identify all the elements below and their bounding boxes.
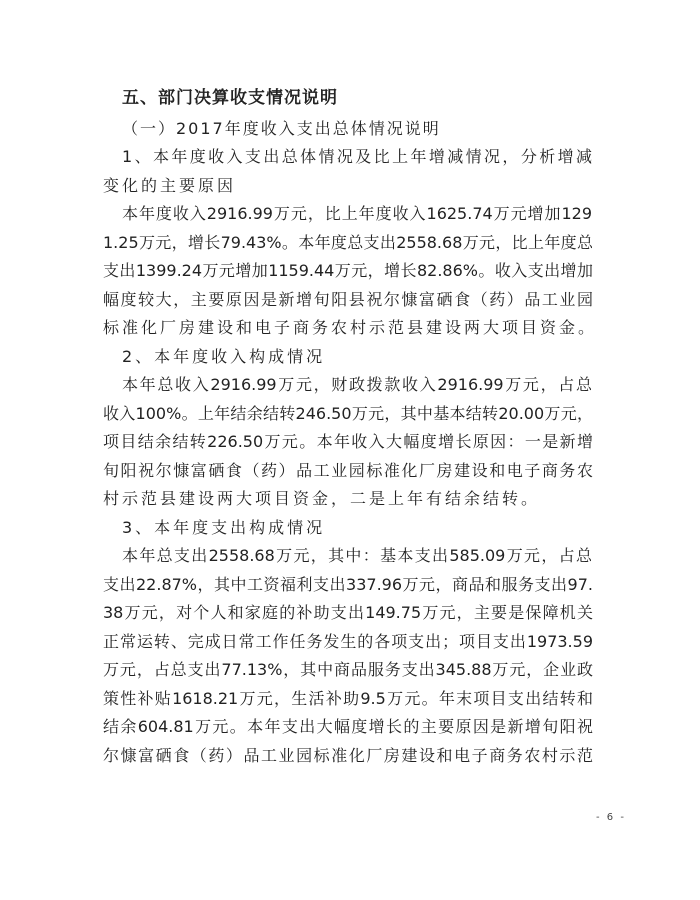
text-line: 1.25万元，增长79.43%。本年度总支出2558.68万元，比上年度总 [103, 232, 593, 252]
text-line: 本年总支出2558.68万元，其中：基本支出585.09万元，占总 [122, 546, 592, 565]
text-line: 支出1399.24万元增加1159.44万元，增长82.86%。收入支出增加 [103, 261, 593, 280]
text-line: 收入100%。上年结余结转246.50万元，其中基本结转20.00万元， [103, 403, 593, 423]
section-heading: 五、部门决算收支情况说明 [122, 88, 338, 108]
text-line: 2、本年度收入构成情况 [122, 346, 326, 366]
text-line: 变化的主要原因 [103, 175, 237, 195]
text-line: 万元，占总支出77.13%，其中商品服务支出345.88万元，企业政 [103, 660, 593, 679]
text-line: 支出22.87%，其中工资福利支出337.96万元，商品和服务支出97. [103, 574, 593, 594]
text-line: 旬阳祝尔慷富硒食（药）品工业园标准化厂房建设和电子商务农 [103, 460, 593, 480]
text-line: 结余604.81万元。本年支出大幅度增长的主要原因是新增旬阳祝 [103, 717, 593, 736]
page-number: - 6 - [596, 812, 626, 823]
text-line: 标准化厂房建设和电子商务农村示范县建设两大项目资金。 [103, 318, 598, 337]
text-line: 项目结余结转226.50万元。本年收入大幅度增长原因：一是新增 [103, 432, 593, 451]
text-line: 3、本年度支出构成情况 [122, 517, 326, 537]
text-line: 村示范县建设两大项目资金，二是上年有结余结转。 [103, 489, 541, 508]
text-line: 幅度较大，主要原因是新增旬阳县祝尔慷富硒食（药）品工业园 [103, 289, 593, 309]
text-line: 1、本年度收入支出总体情况及比上年增减情况，分析增减 [122, 147, 592, 166]
text-line: 本年总收入2916.99万元，财政拨款收入2916.99万元，占总 [122, 375, 592, 394]
text-line: 本年度收入2916.99万元，比上年度收入1625.74万元增加129 [122, 204, 592, 223]
text-line: 策性补贴1618.21万元，生活补助9.5万元。年末项目支出结转和 [103, 688, 593, 708]
text-line: 正常运转、完成日常工作任务发生的各项支出；项目支出1973.59 [103, 631, 593, 651]
text-line: 尔慷富硒食（药）品工业园标准化厂房建设和电子商务农村示范 [103, 745, 593, 765]
text-line: 38万元，对个人和家庭的补助支出149.75万元，主要是保障机关 [103, 603, 593, 622]
subsection-heading: （一）2017年度收入支出总体情况说明 [122, 119, 441, 138]
